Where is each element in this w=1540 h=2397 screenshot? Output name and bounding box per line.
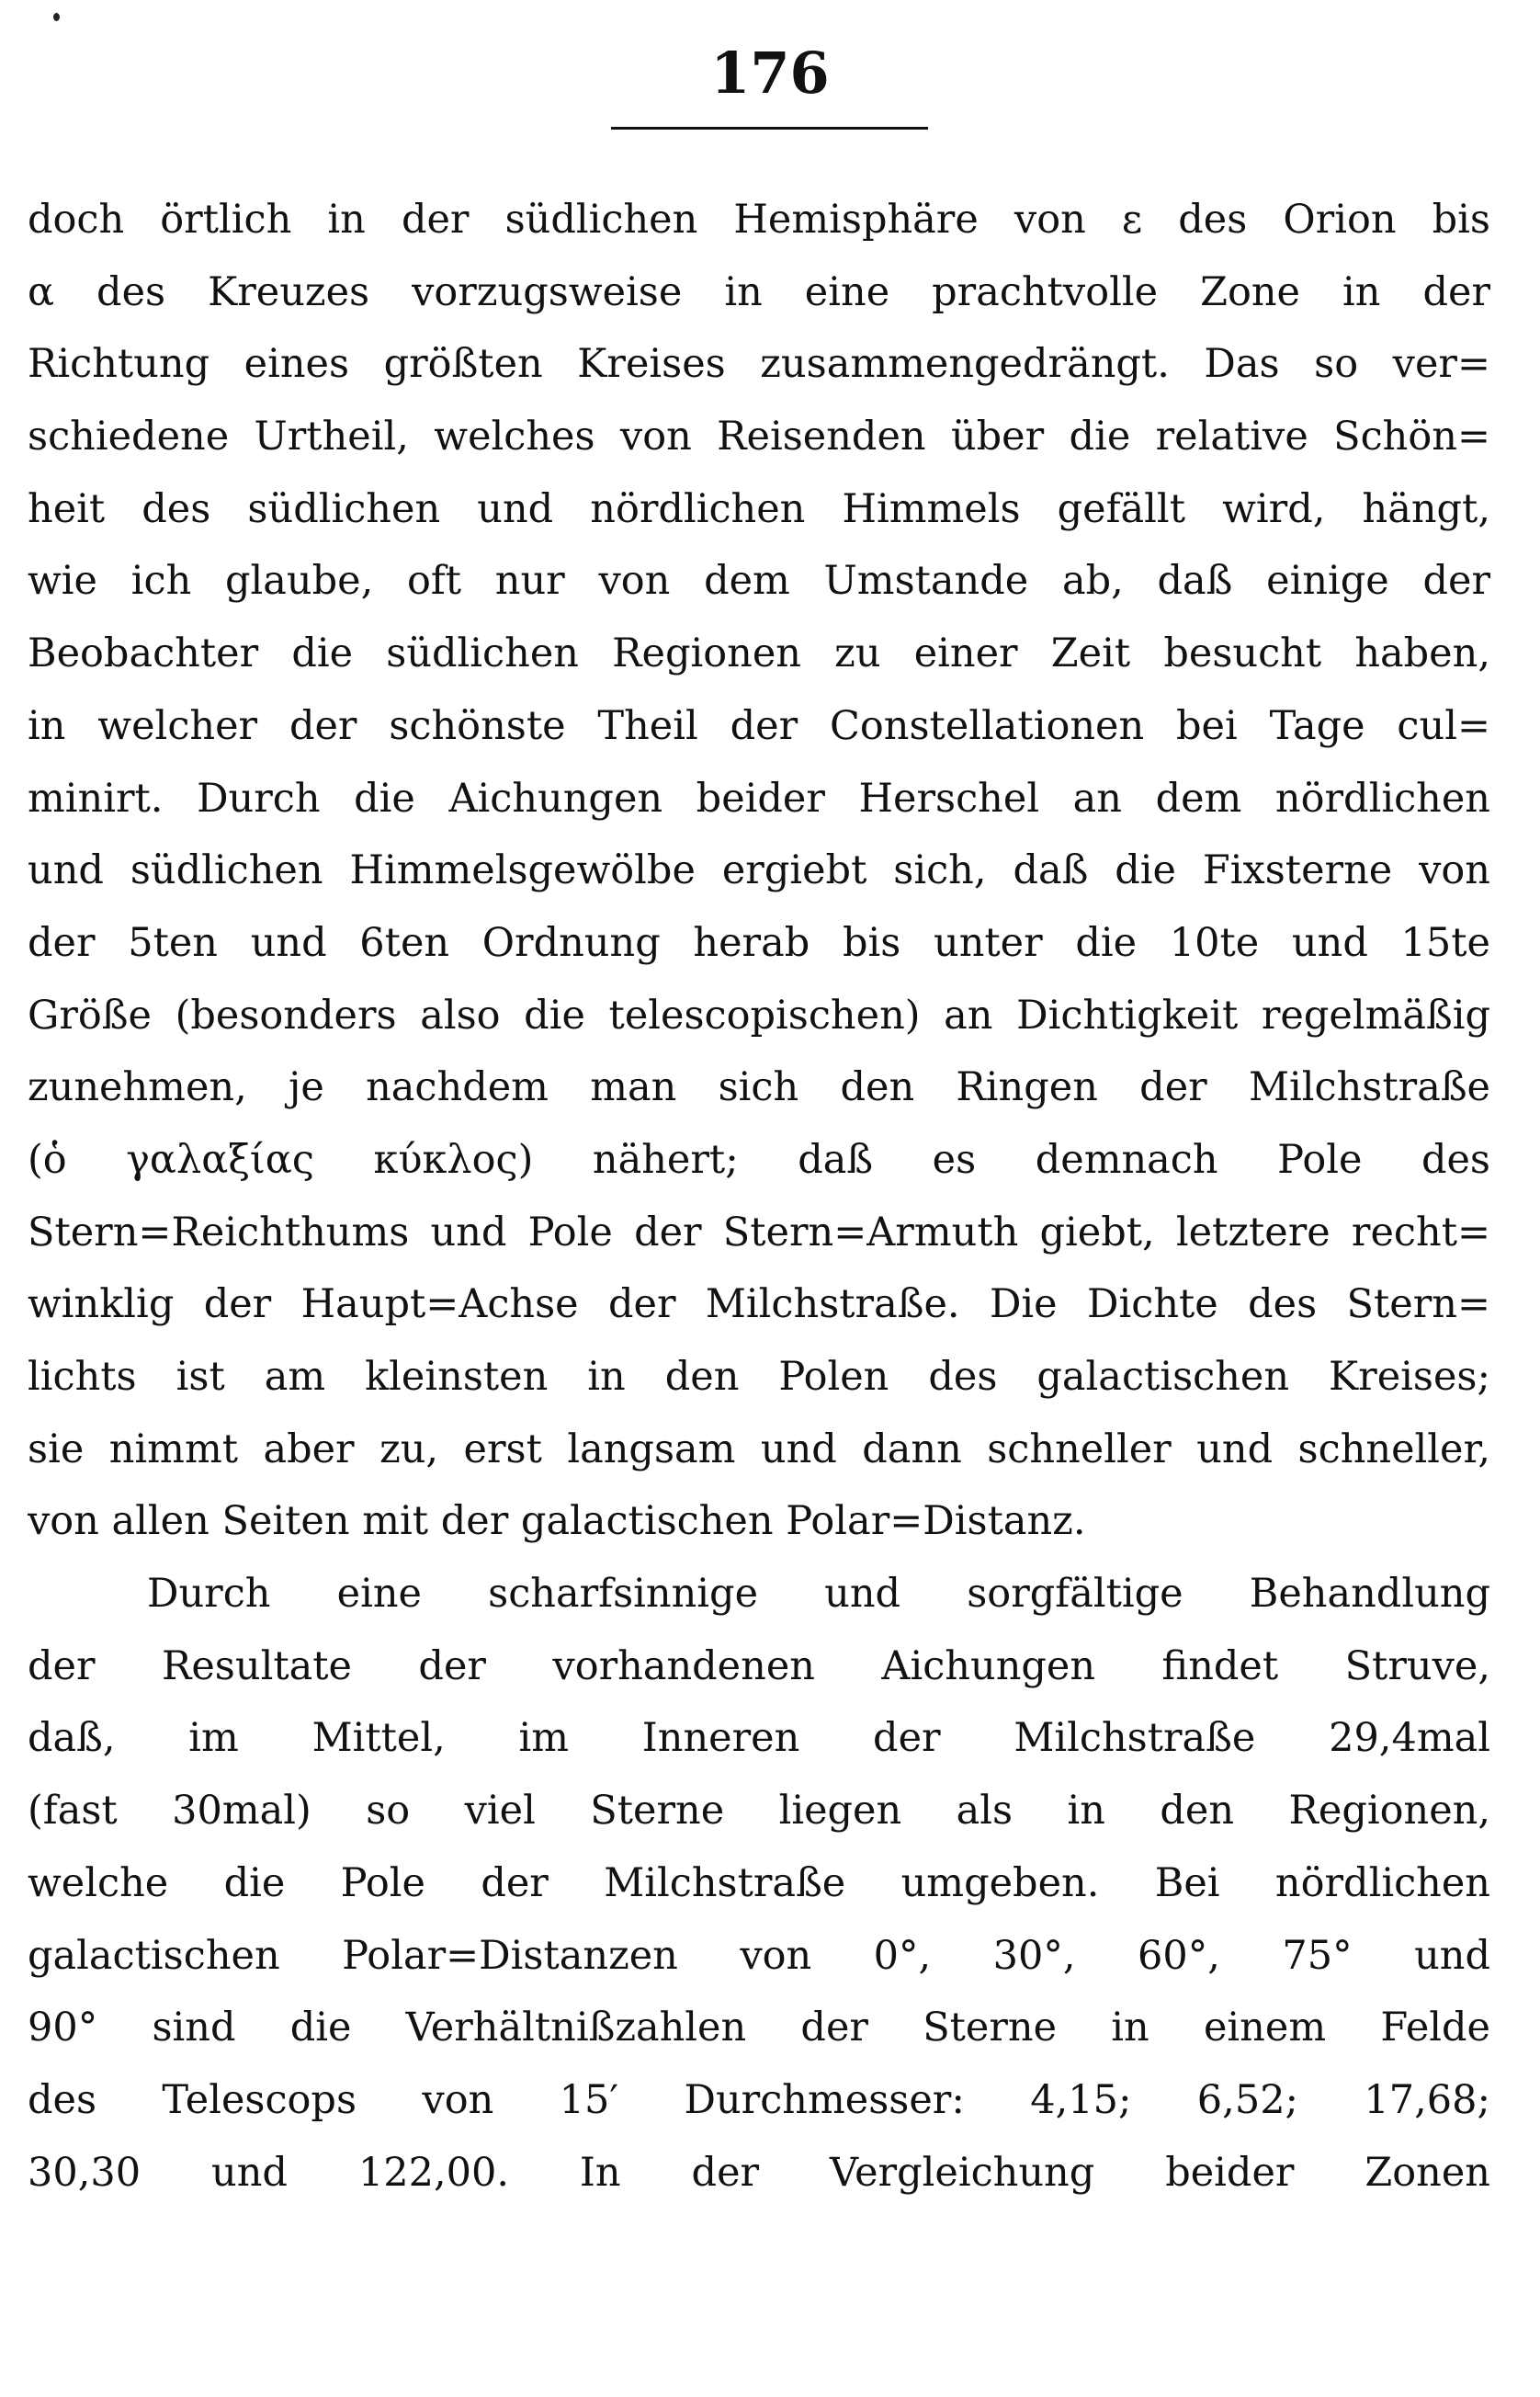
text-line: des Telescops von 15′ Durchmesser: 4,15; 6,52; 17,68;: [28, 2076, 1490, 2123]
text-line: der 5ten und 6ten Ordnung herab bis unter die 10te und 15te: [28, 919, 1490, 966]
text-line: Richtung eines größten Kreises zusammengedrängt. Das so ver=: [28, 341, 1490, 388]
text-line: lichts ist am kleinsten in den Polen des galactischen Kreises;: [28, 1354, 1490, 1400]
text-line: wie ich glaube, oft nur von dem Umstande ab, daß einige der: [28, 558, 1490, 605]
text-line: von allen Seiten mit der galactischen Polar=Distanz.: [28, 1498, 1086, 1545]
text-line: und südlichen Himmelsgewölbe ergiebt sich, daß die Fixsterne von: [28, 847, 1490, 894]
text-line: 30,30 und 122,00. In der Vergleichung beider Zonen: [28, 2149, 1490, 2196]
text-line: der Resultate der vorhandenen Aichungen findet Struve,: [28, 1642, 1490, 1689]
page-number: 176: [710, 40, 830, 107]
ink-speck: [53, 13, 60, 21]
body-text: [28, 184, 1490, 2209]
text-line: Größe (besonders also die telescopischen) an Dichtigkeit regelmäßig: [28, 992, 1490, 1039]
text-line: doch örtlich in der südlichen Hemisphäre von ε des Orion bis: [28, 197, 1490, 243]
header-rule: [611, 127, 928, 130]
text-line: (fast 30mal) so viel Sterne liegen als in den Regionen,: [28, 1788, 1490, 1835]
text-line: α des Kreuzes vorzugsweise in eine prachtvolle Zone in der: [28, 268, 1490, 315]
text-line: in welcher der schönste Theil der Constellationen bei Tage cul=: [28, 702, 1490, 749]
text-line: daß, im Mittel, im Inneren der Milchstraße 29,4mal: [28, 1715, 1490, 1762]
text-line: welche die Pole der Milchstraße umgeben. Bei nördlichen: [28, 1859, 1490, 1906]
text-line: heit des südlichen und nördlichen Himmels gefällt wird, hängt,: [28, 485, 1490, 532]
text-line: schiedene Urtheil, welches von Reisenden über die relative Schön=: [28, 414, 1490, 460]
text-line: minirt. Durch die Aichungen beider Herschel an dem nördlichen: [28, 775, 1490, 822]
text-line: sie nimmt aber zu, erst langsam und dann schneller und schneller,: [28, 1426, 1490, 1472]
text-line: Stern=Reichthums und Pole der Stern=Armuth giebt, letztere recht=: [28, 1209, 1490, 1255]
text-line: (ὁ γαλαξίας κύκλος) nähert; daß es demnach Pole des: [28, 1136, 1490, 1183]
text-line: zunehmen, je nachdem man sich den Ringen der Milchstraße: [28, 1064, 1490, 1111]
text-line: winklig der Haupt=Achse der Milchstraße. Die Dichte des Stern=: [28, 1281, 1490, 1328]
text-line: 90° sind die Verhältnißzahlen der Sterne in einem Felde: [28, 2005, 1490, 2051]
text-line: galactischen Polar=Distanzen von 0°, 30°, 60°, 75° und: [28, 1932, 1490, 1979]
text-line: Beobachter die südlichen Regionen zu einer Zeit besucht haben,: [28, 630, 1490, 677]
text-line-indented: Durch eine scharfsinnige und sorgfältige Behandlung: [147, 1571, 1490, 1618]
